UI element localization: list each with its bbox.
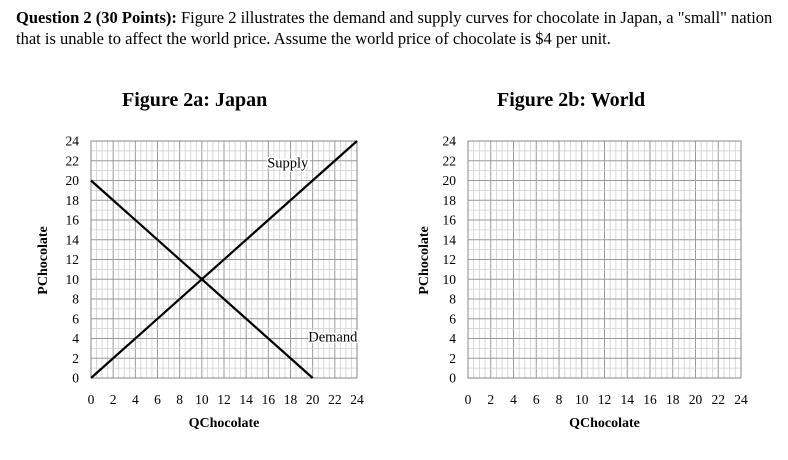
fig-2a-ytick-label: 10 bbox=[65, 271, 79, 287]
fig-2a-ytick-label: 24 bbox=[65, 133, 79, 149]
fig-2a-xtick-label: 8 bbox=[176, 392, 184, 407]
fig-2b-ytick-label: 24 bbox=[442, 133, 456, 149]
fig-2a-ytick-label: 6 bbox=[72, 311, 79, 327]
fig-2b-xtick-label: 0 bbox=[464, 392, 472, 407]
fig-2b-ytick-label: 2 bbox=[449, 350, 456, 366]
fig-2a-ytick-label: 20 bbox=[65, 173, 79, 188]
fig-2a-xtick-label: 18 bbox=[283, 392, 298, 407]
fig-2a-xtick-label: 10 bbox=[195, 392, 209, 407]
fig-2b-xtick-label: 12 bbox=[597, 392, 612, 407]
fig-2a-ytick-label: 8 bbox=[72, 291, 79, 307]
fig-2a-ytick-label: 22 bbox=[65, 153, 79, 169]
fig-2b-xtick-label: 16 bbox=[643, 392, 657, 407]
fig-2b-xtick-label: 18 bbox=[666, 392, 680, 407]
fig-2b-ytick-label: 12 bbox=[442, 252, 456, 267]
fig-2b-xaxis-label: QChocolate bbox=[569, 416, 640, 431]
fig-2a-demand-label: Demand bbox=[308, 329, 358, 346]
fig-2a-xtick-label: 6 bbox=[154, 392, 161, 407]
fig-2b-ytick-label: 0 bbox=[449, 370, 456, 386]
question-body: Figure 2 illustrates the demand and supply curves for chocolate in Japan, a "small" nation that is unable to affect the world price. Assume the world price of chocolate is $4 per unit. bbox=[16, 8, 773, 48]
fig-2b-xtick-label: 22 bbox=[711, 392, 725, 407]
fig-2a-xtick-label: 20 bbox=[305, 392, 320, 407]
fig-2a-ytick-label: 14 bbox=[65, 232, 79, 248]
fig-2a-xtick-label: 16 bbox=[261, 392, 276, 407]
fig-2b-xtick-label: 20 bbox=[688, 392, 703, 407]
fig-2a-ytick-label: 2 bbox=[72, 350, 79, 366]
fig-2a-xtick-label: 0 bbox=[87, 392, 95, 407]
fig-2a-xtick-label: 2 bbox=[109, 392, 117, 407]
fig-2a-xtick-label: 12 bbox=[217, 392, 231, 407]
fig-2a-xtick-label: 14 bbox=[239, 392, 253, 407]
question-label: Question 2 (30 Points): bbox=[16, 8, 177, 27]
fig-2a-yaxis-label: PChocolate bbox=[36, 226, 51, 295]
fig-2b-xtick-label: 4 bbox=[510, 392, 517, 407]
fig-2b-xtick-label: 24 bbox=[734, 392, 748, 407]
fig-2a-ytick-label: 18 bbox=[65, 192, 79, 208]
fig-2b-xtick-label: 2 bbox=[487, 392, 495, 407]
fig-2b-ytick-label: 14 bbox=[442, 232, 456, 248]
fig-2b-xtick-label: 8 bbox=[555, 392, 563, 407]
fig-2a-ytick-label: 4 bbox=[72, 331, 79, 346]
figure-2a-title: Figure 2a: Japan bbox=[122, 89, 268, 111]
figure-2b-title: Figure 2b: World bbox=[497, 89, 646, 111]
fig-2b-ytick-label: 6 bbox=[449, 311, 456, 327]
fig-2b-ytick-label: 16 bbox=[442, 212, 456, 228]
fig-2b-ytick-label: 20 bbox=[442, 173, 456, 188]
fig-2a-xaxis-label: QChocolate bbox=[188, 416, 260, 431]
fig-2a-ytick-label: 12 bbox=[65, 252, 79, 267]
fig-2b-ytick-label: 22 bbox=[442, 153, 456, 169]
fig-2b-ytick-label: 4 bbox=[449, 331, 456, 346]
fig-2a-ytick-label: 16 bbox=[65, 212, 79, 228]
fig-2b-ytick-label: 8 bbox=[449, 291, 456, 307]
fig-2a-ytick-label: 0 bbox=[72, 370, 79, 386]
fig-2b-ytick-label: 10 bbox=[442, 271, 456, 287]
fig-2a-supply-label: Supply bbox=[267, 155, 309, 172]
fig-2b-xtick-label: 6 bbox=[532, 392, 540, 407]
fig-2b-yaxis-label: PChocolate bbox=[417, 226, 432, 295]
fig-2b-xtick-label: 10 bbox=[575, 392, 589, 407]
fig-2a-xtick-label: 22 bbox=[328, 392, 342, 407]
fig-2b-xtick-label: 14 bbox=[620, 392, 634, 407]
fig-2a-xtick-label: 4 bbox=[131, 392, 139, 407]
fig-2a-xtick-label: 24 bbox=[350, 392, 364, 407]
fig-2b-ytick-label: 18 bbox=[442, 192, 456, 208]
